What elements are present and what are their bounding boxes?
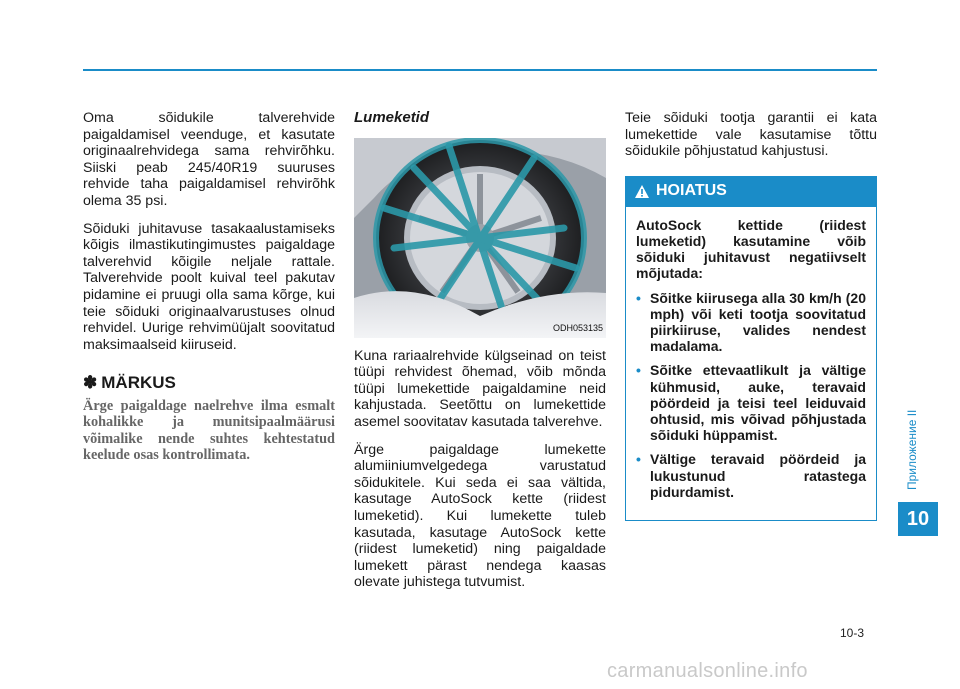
- paragraph: Ärge paigaldage lumekette alumiiniumvelgedega varustatud sõidukitele. Kui seda ei saa vältida, kasutage AutoSock kette (riidest lumeketid). Kui lumekette tuleb kasutada, kasutage AutoSock kette (riidest lumeketid) ning paigaldade lumekett pärast nendega kaasas olevate juhistega tutvumist.: [354, 441, 606, 591]
- watermark: carmanualsonline.info: [607, 660, 808, 682]
- snow-chain-photo: [354, 138, 606, 338]
- section-heading: Lumeketid: [354, 109, 430, 126]
- appendix-label: Приложение II: [905, 409, 919, 490]
- note-body: Ärge paigaldage naelrehve ilma esmalt kohalikke ja munitsipaalmäärusi võimalike nende suhtes kehtestatud keelude osas kontrollimata.: [83, 397, 335, 464]
- bullet-icon: •: [636, 362, 641, 379]
- paragraph: Teie sõiduki tootja garantii ei kata lumekettide vale kasutamise tõttu sõidukile põhjustatud kahjustusi.: [625, 110, 877, 160]
- column-1: [83, 110, 335, 475]
- list-item: • Sõitke ettevaatlikult ja vältige kühmusid, auke, teravaid pöördeid ja teisi teel leiduvaid ohtusid, mis võivad põhjustada sõiduki hüppamist.: [636, 362, 866, 444]
- list-item: • Sõitke kiirusega alla 30 km/h (20 mph) või keti tootja soovitatud piirkiiruse, valides nendest madalama.: [636, 289, 866, 355]
- warning-header: [626, 177, 876, 207]
- bullet-icon: •: [636, 289, 641, 306]
- note-title: [83, 375, 335, 392]
- warning-title: HOIATUS: [656, 182, 727, 200]
- paragraph: Kuna rariaalrehvide külgseinad on teist tüüpi rehvidest õhemad, võib mõnda tüüpi lumekettide paigaldamine neid kahjustada. Seetõttu on lumekettide asemel soovitatav kasutada talverehve.: [354, 347, 606, 430]
- warning-intro: AutoSock kettide (riidest lumeketid) kasutamine võib sõiduki juhitavust negatiivselt mõjutada:: [636, 216, 866, 282]
- page-number: 10-3: [840, 626, 865, 640]
- warning-list: [636, 290, 866, 500]
- column-3: [625, 110, 877, 521]
- list-item: • Vältige teravaid pöördeid ja lukustunud ratastega pidurdamist.: [636, 451, 866, 500]
- bullet-icon: •: [636, 451, 641, 468]
- column-2: [354, 110, 606, 602]
- paragraph: Oma sõidukile talverehvide paigaldamisel veenduge, et kasutate originaalrehvidega sama rehvirõhku. Siiski peab 245/40R19 suuruses rehvide taha paigaldamisel rehvirõhk olema 35 psi.: [83, 110, 335, 209]
- warning-body: [626, 207, 876, 520]
- paragraph: Sõiduki juhitavuse tasakaalustamiseks kõigis ilmastikutingimustes paigaldage talverehvid kõigile neljale rattale. Talverehvide poolt kuival teel pakutav pidamine ei pruugi olla sama kõrge, kui teie sõiduki originaalvarustuses olnud rehvidel. Uurige rehvimüüjalt soovitatud maksimaalseid kiiruseid.: [83, 220, 335, 353]
- warning-triangle-icon: [634, 184, 650, 199]
- chapter-tab: 10: [898, 502, 938, 536]
- wheel-with-chain-illustration: [354, 138, 606, 338]
- top-rule: [83, 69, 877, 71]
- warning-box: [625, 176, 877, 521]
- note-icon: ✽: [83, 373, 98, 393]
- note-title-text: MÄRKUS: [101, 373, 176, 393]
- image-code: ODH053135: [552, 323, 603, 333]
